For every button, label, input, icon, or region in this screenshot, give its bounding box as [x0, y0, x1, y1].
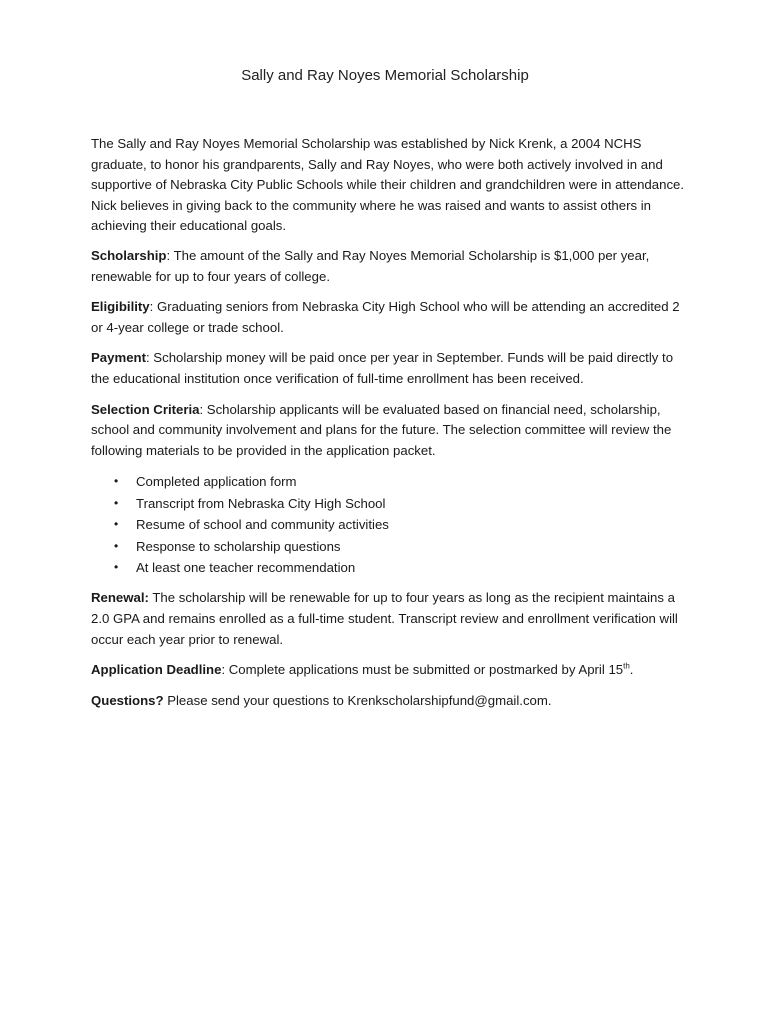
bullet-icon: •: [114, 559, 119, 574]
bullet-icon: •: [114, 474, 119, 489]
eligibility-text: : Graduating seniors from Nebraska City High School who will be attending an accredited 2 or 4-year college or trade school.: [91, 299, 680, 335]
deadline-paragraph: Application Deadline: Complete applications must be submitted or postmarked by April 15th.: [91, 661, 634, 678]
payment-label: Payment: [91, 350, 146, 366]
scholarship-text: : The amount of the Sally and Ray Noyes Memorial Scholarship is $1,000 per year, renewable for up to four years of college.: [91, 247, 650, 284]
document-body: [91, 134, 691, 721]
payment-paragraph: [91, 348, 691, 389]
list-item: • Response to scholarship questions: [136, 536, 691, 557]
payment-text: : Scholarship money will be paid once per year in September. Funds will be paid directly to the educational institution once verification of full-time enrollment has been received.: [91, 350, 674, 386]
deadline-text: : Complete applications must be submitted or postmarked by April 15: [221, 662, 624, 678]
list-item: • Resume of school and community activities: [136, 514, 691, 535]
intro-paragraph: The Sally and Ray Noyes Memorial Scholarship was established by Nick Krenk, a 2004 NCHS graduate, to honor his grandparents, Sally and Ray Noyes, who were both actively involved in and supportive of Nebraska City Public Schools while their children and grandchildren were in attendance. Nick believes in giving back to the community where he was raised and wants to assist others in achieving their educational goals.: [91, 136, 685, 234]
list-item: • Completed application form: [136, 471, 691, 492]
deadline-superscript: th: [623, 661, 630, 671]
questions-paragraph: [91, 691, 691, 712]
renewal-paragraph: [91, 588, 691, 650]
deadline-label: Application Deadline: [91, 662, 222, 678]
materials-list: [91, 471, 691, 578]
list-item: • At least one teacher recommendation: [136, 557, 691, 578]
scholarship-label: Scholarship: [91, 247, 167, 263]
renewal-text: The scholarship will be renewable for up to four years as long as the recipient maintains a 2.0 GPA and remains enrolled as a full-time student. Transcript review and enrollment verification will occur each year prior to renewal.: [91, 590, 678, 647]
selection-criteria-label: Selection Criteria: [91, 401, 200, 417]
bullet-icon: •: [114, 538, 119, 553]
list-item: • Transcript from Nebraska City High School: [136, 493, 691, 514]
bullet-icon: •: [114, 495, 119, 510]
questions-text: Please send your questions to Krenkscholarshipfund@gmail.com.: [163, 692, 552, 708]
document-title: Sally and Ray Noyes Memorial Scholarship: [241, 67, 529, 84]
scholarship-paragraph: [91, 246, 691, 287]
questions-label: Questions?: [91, 692, 164, 708]
bullet-icon: •: [114, 517, 119, 532]
eligibility-label: Eligibility: [91, 299, 150, 315]
eligibility-paragraph: [91, 297, 691, 338]
selection-criteria-paragraph: [91, 400, 691, 462]
selection-criteria-text: : Scholarship applicants will be evaluated based on financial need, scholarship, school and community involvement and plans for the future. The selection committee will review the following materials to be provided in the application packet.: [91, 401, 672, 458]
renewal-label: Renewal:: [91, 590, 149, 606]
